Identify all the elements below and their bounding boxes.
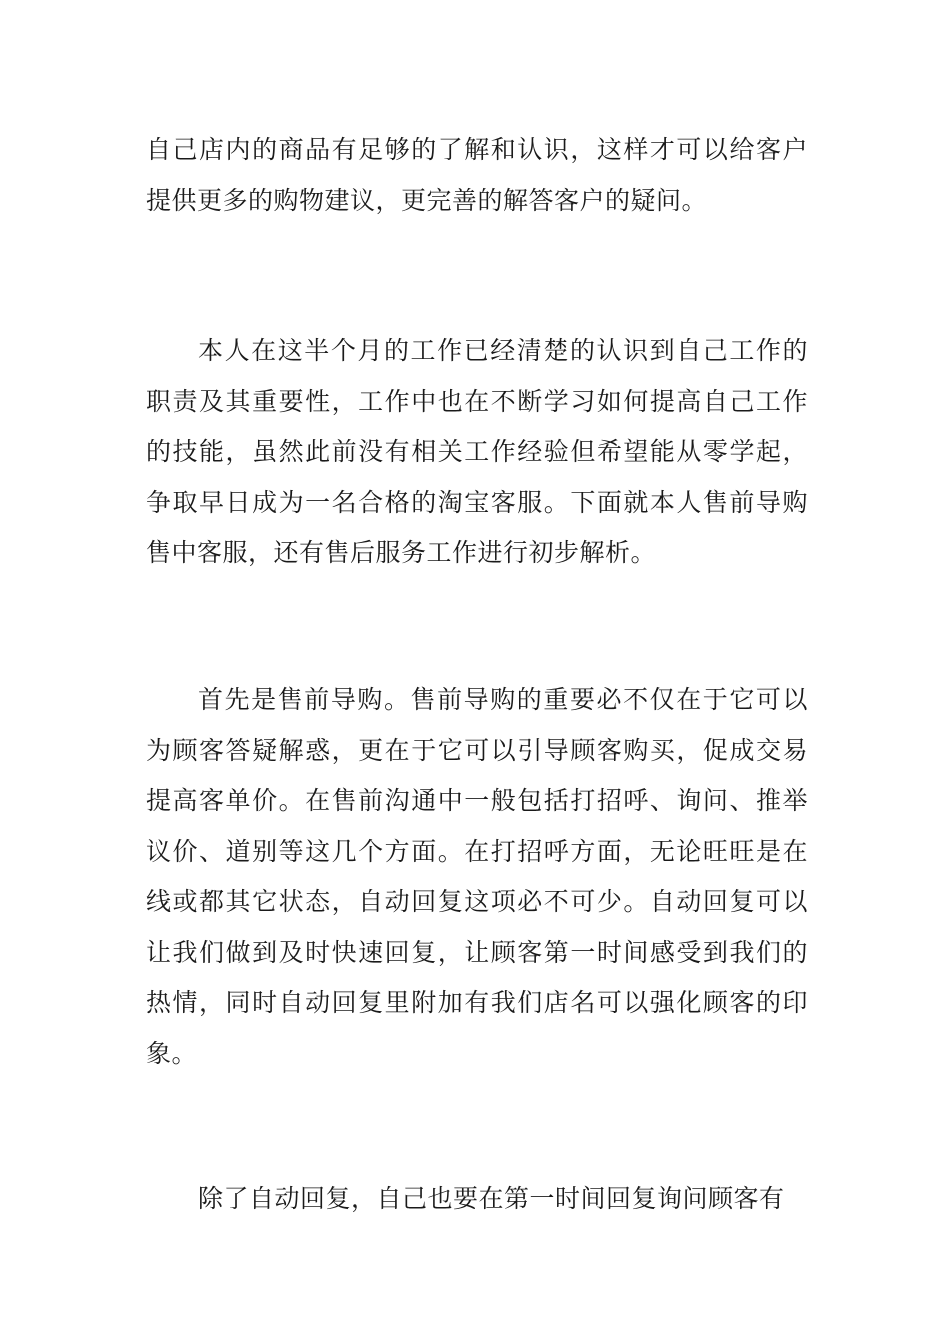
paragraph-continued: 自己店内的商品有足够的了解和认识，这样才可以给客户提供更多的购物建议，更完善的解答客户的疑问。 [146, 135, 808, 215]
paragraph-auto-reply: 除了自动回复，自己也要在第一时间回复询问顾客有 [198, 1184, 785, 1213]
paragraph-pre-sale-guide: 首先是售前导购。售前导购的重要必不仅在于它可以为顾客答疑解惑，更在于它可以引导顾客购买，促成交易提高客单价。在售前沟通中一般包括打招呼、询问、推举议价、道别等这几个方面。在打招呼方面，无论旺旺是在线或都其它状态，自动回复这项必不可少。自动回复可以让我们做到及时快速回复，让顾客第一时间感受到我们的热情，同时自动回复里附加有我们店名可以强化顾客的印象。 [146, 685, 808, 1068]
paragraph-work-summary: 本人在这半个月的工作已经清楚的认识到自己工作的职责及其重要性，工作中也在不断学习如何提高自己工作的技能，虽然此前没有相关工作经验但希望能从零学起，争取早日成为一名合格的淘宝客服。下面就本人售前导购售中客服，还有售后服务工作进行初步解析。 [146, 336, 808, 567]
